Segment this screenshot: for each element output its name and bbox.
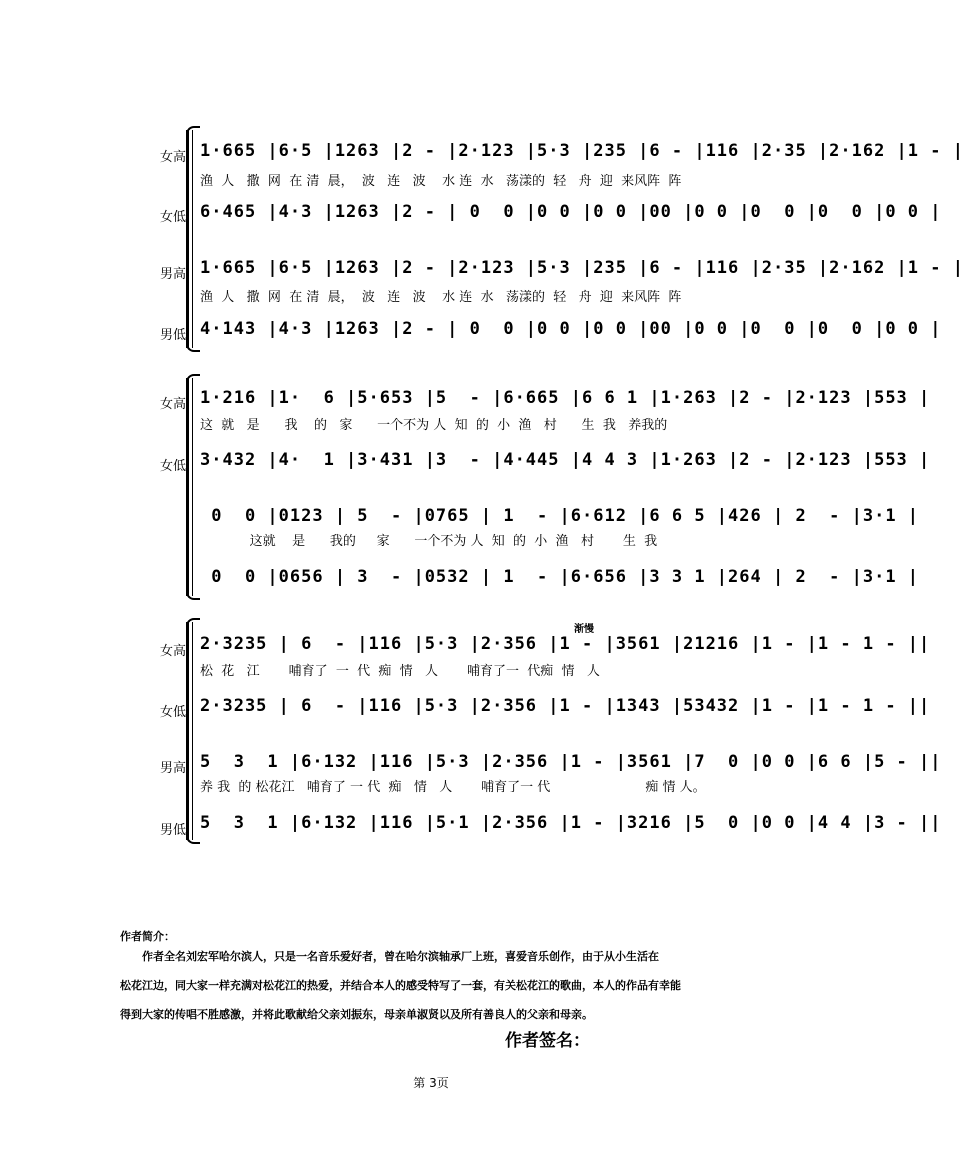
notes-tenor: 5 3 1 |6·132 |116 |5·3 |2·356 |1 - |3561 |7 0 |0 0 |6 6 |5 - || xyxy=(200,752,942,772)
voice-label-bass: 男低 xyxy=(160,328,187,343)
notes-alto: 6·465 |4·3 |1263 |2 - | 0 0 |0 0 |0 0 |00 |0 0 |0 0 |0 0 |0 0 | xyxy=(200,202,942,222)
voice-label-alto: 女低 xyxy=(160,705,187,720)
notes-bass: 0 0 |0656 | 3 - |0532 | 1 - |6·656 |3 3 1 |264 | 2 - |3·1 | xyxy=(200,567,920,587)
voice-label-soprano: 女高 xyxy=(160,644,187,659)
intro-line: 作者全名刘宏军哈尔滨人，只是一名音乐爱好者，曾在哈尔滨轴承厂上班，喜爱音乐创作，由于从小生活在 xyxy=(120,950,659,963)
notes-soprano: 1·216 |1· 6 |5·653 |5 - |6·665 |6 6 1 |1·263 |2 - |2·123 |553 | xyxy=(200,388,931,408)
lyrics-soprano: 松 花 江 哺育了 一 代 痴 情 人 哺育了一 代痴 情 人 xyxy=(200,664,600,679)
tempo-mark: 渐慢 xyxy=(574,624,594,635)
notes-soprano: 2·3235 | 6 - |116 |5·3 |2·356 |1 - |3561 |21216 |1 - |1 - 1 - || xyxy=(200,634,931,654)
lyrics-tenor: 养 我 的 松花江 哺育了 一 代 痴 情 人 哺育了一 代 痴 情 人。 xyxy=(200,780,706,795)
voice-label-alto: 女低 xyxy=(160,459,187,474)
notes-soprano: 1·665 |6·5 |1263 |2 - |2·123 |5·3 |235 |6 - |116 |2·35 |2·162 |1 - | xyxy=(200,141,964,161)
system-brace xyxy=(186,378,200,596)
notes-tenor: 1·665 |6·5 |1263 |2 - |2·123 |5·3 |235 |6 - |116 |2·35 |2·162 |1 - | xyxy=(200,258,964,278)
notes-tenor: 0 0 |0123 | 5 - |0765 | 1 - |6·612 |6 6 5 |426 | 2 - |3·1 | xyxy=(200,506,920,526)
voice-label-alto: 女低 xyxy=(160,210,187,225)
notes-alto: 2·3235 | 6 - |116 |5·3 |2·356 |1 - |1343 |53432 |1 - |1 - 1 - || xyxy=(200,696,931,716)
lyrics-tenor: 这就 是 我的 家 一个不为 人 知 的 小 渔 村 生 我 xyxy=(200,534,658,549)
voice-label-soprano: 女高 xyxy=(160,397,187,412)
lyrics-soprano: 这 就 是 我 的 家 一个不为 人 知 的 小 渔 村 生 我 养我的 xyxy=(200,418,668,433)
author-signature-label: 作者签名： xyxy=(505,1031,590,1051)
voice-label-soprano: 女高 xyxy=(160,150,187,165)
notes-bass: 5 3 1 |6·132 |116 |5·1 |2·356 |1 - |3216 |5 0 |0 0 |4 4 |3 - || xyxy=(200,813,942,833)
voice-label-tenor: 男高 xyxy=(160,761,187,776)
author-intro-title: 作者简介： xyxy=(120,930,175,943)
author-intro-body xyxy=(120,942,760,1029)
intro-line: 得到大家的传唱不胜感激，并将此歌献给父亲刘振东，母亲单淑贤以及所有善良人的父亲和母亲。 xyxy=(120,1008,593,1021)
lyrics-tenor: 渔 人 撒 网 在 清 晨， 波 连 波 水 连 水 荡漾的 轻 舟 迎 来风阵 阵 xyxy=(200,290,682,305)
system-brace xyxy=(186,622,200,840)
voice-label-tenor: 男高 xyxy=(160,267,187,282)
voice-label-bass: 男低 xyxy=(160,823,187,838)
lyrics-soprano: 渔 人 撒 网 在 清 晨， 波 连 波 水 连 水 荡漾的 轻 舟 迎 来风阵 阵 xyxy=(200,174,682,189)
intro-line: 松花江边，同大家一样充满对松花江的热爱，并结合本人的感受特写了一套，有关松花江的歌曲，本人的作品有幸能 xyxy=(120,979,681,992)
page-number: 第 3页 xyxy=(413,1076,449,1090)
notes-alto: 3·432 |4· 1 |3·431 |3 - |4·445 |4 4 3 |1·263 |2 - |2·123 |553 | xyxy=(200,450,931,470)
notes-bass: 4·143 |4·3 |1263 |2 - | 0 0 |0 0 |0 0 |00 |0 0 |0 0 |0 0 |0 0 | xyxy=(200,319,942,339)
system-brace xyxy=(186,130,200,348)
